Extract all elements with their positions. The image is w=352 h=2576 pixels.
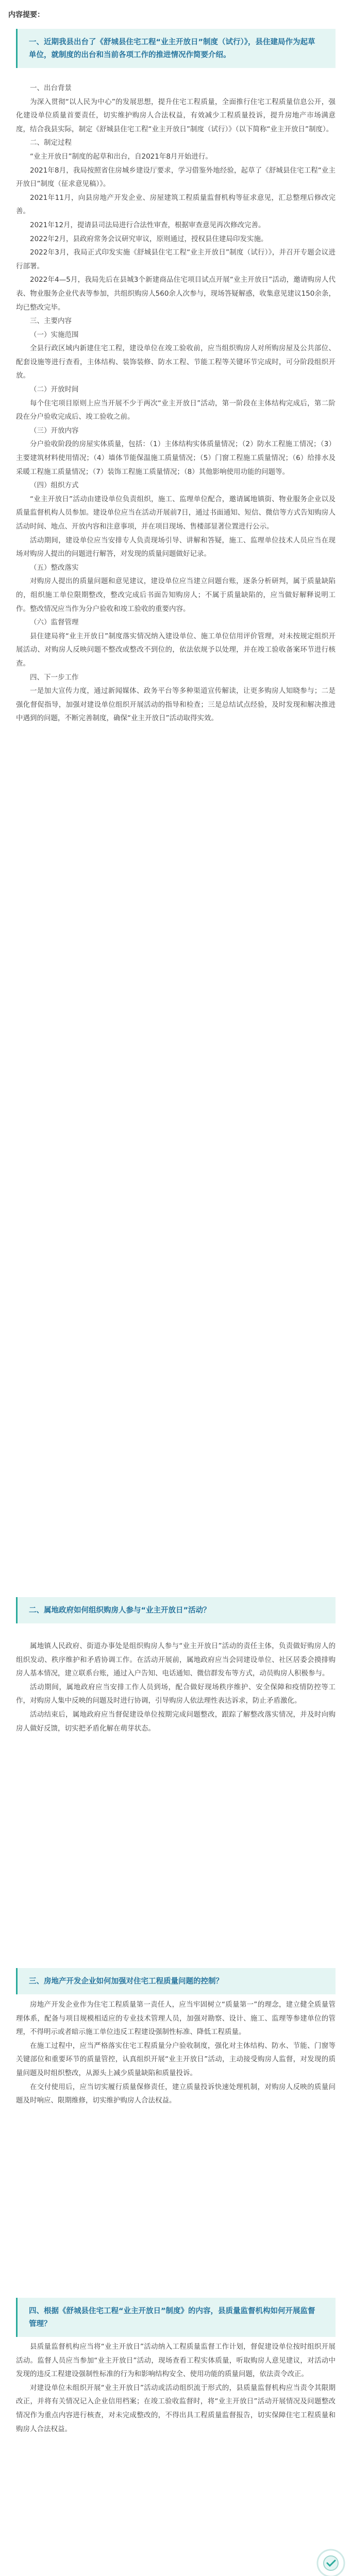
question-4-text: 四、根据《舒城县住宅工程“业主开放日”制度》的内容，县质量监督机构如何开展监督管理？ xyxy=(29,2307,315,2328)
intro-heading: 内容提要： xyxy=(8,11,44,19)
paragraph: 一是加大宣传力度，通过新闻媒体、政务平台等多种渠道宣传解读，让更多购房人知晓参与；二是强化督促指导，加强对建设单位组织开展活动的指导和检查；三是总结试点经验，及时发现和解决推进中遇到的问题，不断完善制度，确保“业主开放日”活动取得实效。 xyxy=(16,687,336,723)
paragraph: （六）监督管理 xyxy=(30,618,79,627)
answer-1-body xyxy=(16,81,336,725)
answer-4-body xyxy=(16,2340,336,2436)
paragraph: （三）开放内容 xyxy=(30,426,79,435)
paragraph: 2022年4—5月，我局先后在县城3个新建商品住宅项目试点开展“业主开放日”活动，邀请购房人代表、物业服务企业代表等参加，共组织购房人560余人次参与，现场答疑解惑，收集意见建议150余条，均已整改完毕。 xyxy=(16,276,336,312)
corner-decoration-icon xyxy=(315,2547,347,2576)
paragraph: （一）实施范围 xyxy=(30,330,79,339)
paragraph: 2021年11月，向县房地产开发企业、房屋建筑工程质量监督机构等征求意见，汇总整理后修改完善。 xyxy=(16,193,336,216)
paragraph: 三、主要内容 xyxy=(30,317,72,326)
paragraph: 全县行政区域内新建住宅工程，建设单位在竣工验收前，应当组织购房人对所购房屋及公共部位、配套设施等进行查看，主体结构、装饰装修、防水工程、节能工程等关键环节完成时，可分阶段组织开放。 xyxy=(16,344,336,380)
paragraph: 县质量监督机构应当将“业主开放日”活动纳入工程质量监督工作计划，督促建设单位按时组织开展活动。监督人员应当参加“业主开放日”活动，现场查看工程实体质量，听取购房人意见建议，对活动中发现的违反工程建设强制性标准的行为和影响结构安全、使用功能的质量问题，依法责令改正。 xyxy=(16,2343,336,2379)
paragraph: 2021年8月，我局按照省住房城乡建设厅要求，学习借鉴外地经验，起草了《舒城县住宅工程“业主开放日”制度（征求意见稿）》。 xyxy=(16,166,336,189)
paragraph: 活动期间，属地政府应当安排工作人员到场，配合做好现场秩序维护、安全保障和疫情防控等工作，对购房人集中反映的问题及时进行协调，引导购房人依法理性表达诉求，防止矛盾激化。 xyxy=(16,1683,336,1705)
paragraph: 分户验收阶段的房屋实体质量，包括：（1）主体结构实体质量情况；（2）防水工程施工情况；（3）主要建筑材料使用情况；（4）墙体节能保温施工质量情况；（5）门窗工程施工质量情况；（6）给排水及采暖工程施工质量情况；（7）装饰工程施工质量情况；（8）其他影响使用功能的问题等。 xyxy=(16,440,336,476)
question-4-box xyxy=(16,2298,336,2337)
paragraph: 活动结束后，属地政府应当督促建设单位按期完成问题整改，跟踪了解整改落实情况，并及时向购房人做好反馈，切实把矛盾化解在萌芽状态。 xyxy=(16,1710,336,1733)
paragraph: 县住建局将“业主开放日”制度落实情况纳入建设单位、施工单位信用评价管理，对未按规定组织开展活动、对购房人反映问题不整改或整改不到位的，依法依规予以处理，并在竣工验收备案环节进行核查。 xyxy=(16,632,336,668)
paragraph: 为深入贯彻“以人民为中心”的发展思想，提升住宅工程质量，全面推行住宅工程质量信息公开，强化建设单位质量首要责任，切实维护购房人合法权益，有效减少工程质量投诉，提升房地产市场满意度，结合我县实际，制定《舒城县住宅工程“业主开放日”制度（试行）》（以下简称“业主开放日”制度）。 xyxy=(16,97,336,133)
paragraph: 在施工过程中，应当严格落实住宅工程质量分户验收制度，强化对主体结构、防水、节能、门窗等关键部位和重要环节的质量管控，认真组织开展“业主开放日”活动，主动接受购房人监督，对发现的质量问题及时组织整改，从源头上减少质量缺陷和质量投诉。 xyxy=(16,2041,336,2077)
question-2-text: 二、属地政府如何组织购房人参与“业主开放日”活动？ xyxy=(29,1606,211,1615)
question-1-text: 一、近期我县出台了《舒城县住宅工程“业主开放日”制度（试行）》，县住建局作为起草单位，就制度的出台和当前各项工作的推进情况作简要介绍。 xyxy=(29,38,315,59)
paragraph: 2021年12月，提请县司法局进行合法性审查，根据审查意见再次修改完善。 xyxy=(30,221,265,229)
paragraph: “业主开放日”制度的起草和出台，自2021年8月开始进行。 xyxy=(30,152,212,161)
paragraph: 对购房人提出的质量问题和意见建议，建设单位应当建立问题台账，逐条分析研判，属于质量缺陷的，组织施工单位限期整改，整改完成后书面告知购房人；不属于质量缺陷的，应当做好解释说明工作。整改情况应当作为分户验收和竣工验收的重要内容。 xyxy=(16,577,336,613)
answer-3-body xyxy=(16,1998,336,2108)
question-1-box xyxy=(16,29,336,68)
paragraph: 二、制定过程 xyxy=(30,139,72,147)
paragraph: 四、下一步工作 xyxy=(30,673,79,682)
question-3-box xyxy=(16,1968,336,1994)
paragraph: 对建设单位未组织开展“业主开放日”活动或活动组织流于形式的，县质量监督机构应当责令其限期改正，并将有关情况记入企业信用档案；在竣工验收监督时，将“业主开放日”活动开展情况及问题整改情况作为重点内容进行核查，对未完成整改的，不得出具工程质量监督报告，切实保障住宅工程质量和购房人合法权益。 xyxy=(16,2383,336,2433)
paragraph: （二）开放时间 xyxy=(30,385,79,394)
paragraph: 属地镇人民政府、街道办事处是组织购房人参与“业主开放日”活动的责任主体，负责做好购房人的组织发动、秩序维护和矛盾协调工作。在活动开展前，属地政府应当会同建设单位、社区居委会摸排购房人基本情况，建立联系台账，通过入户告知、电话通知、微信群发布等方式，动员购房人积极参与。 xyxy=(16,1642,336,1678)
paragraph: 一、出台背景 xyxy=(30,84,72,92)
paragraph: （四）组织方式 xyxy=(30,481,79,490)
question-3-text: 三、房地产开发企业如何加强对住宅工程质量问题的控制？ xyxy=(29,1977,223,1986)
paragraph: 房地产开发企业作为住宅工程质量第一责任人，应当牢固树立“质量第一”的理念，建立健全质量管理体系，配备与项目规模相适应的专业技术管理人员，加强对勘察、设计、施工、监理等参建单位的管理，不得明示或者暗示施工单位违反工程建设强制性标准、降低工程质量。 xyxy=(16,2001,336,2037)
paragraph: 每个住宅项目原则上应当开展不少于两次“业主开放日”活动，第一阶段在主体结构完成后，第二阶段在分户验收完成后、竣工验收之前。 xyxy=(16,399,336,421)
paragraph: 2022年3月，我局正式印发实施《舒城县住宅工程“业主开放日”制度（试行）》，并召开专题会议进行部署。 xyxy=(16,248,336,270)
paragraph: （五）整改落实 xyxy=(30,563,79,572)
paragraph: 活动期间，建设单位应当安排专人负责现场引导、讲解和答疑，施工、监理单位技术人员应当在现场对购房人提出的问题进行解答，对发现的质量问题做好记录。 xyxy=(16,536,336,558)
paragraph: 2022年2月，县政府常务会议研究审议，原则通过，授权县住建局印发实施。 xyxy=(30,234,268,243)
answer-2-body xyxy=(16,1639,336,1735)
paragraph: 在交付使用后，应当切实履行质量保修责任，建立质量投诉快速处理机制，对购房人反映的质量问题及时响应、限期维修，切实维护购房人合法权益。 xyxy=(16,2082,336,2105)
paragraph: “业主开放日”活动由建设单位负责组织，施工、监理单位配合，邀请属地镇街、物业服务企业以及质量监督机构人员参加。建设单位应当在活动开展前7日，通过书面通知、短信、微信等方式告知购房人活动时间、地点、开放内容和注意事项，并在项目现场、售楼部显著位置进行公示。 xyxy=(16,495,336,531)
question-2-box xyxy=(16,1597,336,1623)
